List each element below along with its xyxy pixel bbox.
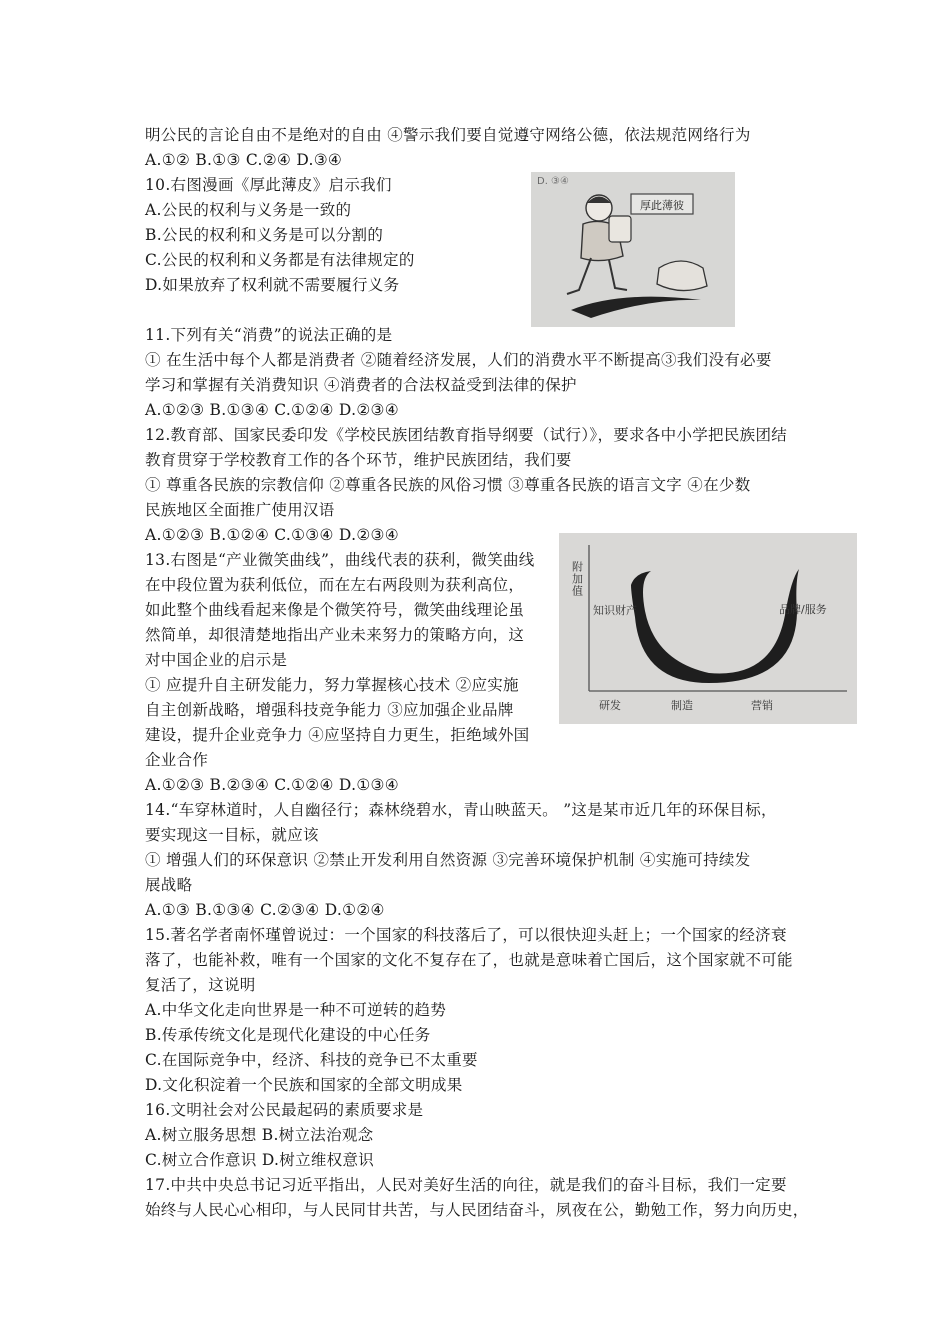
cartoon-corner-text: D. ③④ bbox=[537, 176, 569, 187]
question-11: 11.下列有关“消费”的说法正确的是 bbox=[145, 326, 393, 344]
question-17: 17.中共中央总书记习近平指出，人民对美好生活的向往，就是我们的奋斗目标，我们一定要 bbox=[145, 1176, 787, 1194]
option-c: C.公民的权利和义务都是有法律规定的 bbox=[145, 251, 415, 269]
answer-options: A.①②③ B.②③④ C.①②④ D.①③④ bbox=[145, 776, 399, 794]
question-10: 10.右图漫画《厚此薄皮》启示我们 bbox=[145, 176, 392, 194]
text-line: ① 尊重各民族的宗教信仰 ②尊重各民族的风俗习惯 ③尊重各民族的语言文字 ④在少数 bbox=[145, 476, 751, 494]
text-line: ① 应提升自主研发能力，努力掌握核心技术 ②应实施 bbox=[145, 676, 519, 694]
text-line: 明公民的言论自由不是绝对的自由 ④警示我们要自觉遵守网络公德，依法规范网络行为 bbox=[145, 126, 751, 144]
text-line: 要实现这一目标，就应该 bbox=[145, 826, 319, 844]
option-b: B.公民的权利和义务是可以分割的 bbox=[145, 226, 384, 244]
discarded-scroll bbox=[657, 261, 707, 291]
option-a: A.公民的权利与义务是一致的 bbox=[145, 201, 352, 219]
text-line: 然简单，却很清楚地指出产业未来努力的策略方向，这 bbox=[145, 626, 525, 644]
smile-curve-chart bbox=[559, 533, 857, 724]
option-c: C.在国际竞争中，经济、科技的竞争已不太重要 bbox=[145, 1051, 478, 1069]
option-d: D.文化积淀着一个民族和国家的全部文明成果 bbox=[145, 1076, 463, 1094]
smile-curve bbox=[631, 569, 799, 683]
text-line: 教育贯穿于学校教育工作的各个环节，维护民族团结，我们要 bbox=[145, 451, 572, 469]
text-line: A.树立服务思想 B.树立法治观念 bbox=[145, 1126, 374, 1144]
question-15: 15.著名学者南怀瑾曾说过：一个国家的科技落后了，可以很快迎头赶上；一个国家的经济衰 bbox=[145, 926, 787, 944]
cartoon-illustration bbox=[531, 172, 735, 327]
answer-options: A.①③ B.①③④ C.②③④ D.①②④ bbox=[145, 901, 385, 919]
bundle-of-rights bbox=[609, 216, 631, 242]
text-line: 自主创新战略，增强科技竞争能力 ③应加强企业品牌 bbox=[145, 701, 514, 719]
option-d: D.如果放弃了权利就不需要履行义务 bbox=[145, 276, 400, 294]
text-line: 对中国企业的启示是 bbox=[145, 651, 288, 669]
x-label-rnd: 研发 bbox=[599, 699, 621, 712]
x-label-manufacturing: 制造 bbox=[671, 699, 693, 712]
text-line: 学习和掌握有关消费知识 ④消费者的合法权益受到法律的保护 bbox=[145, 376, 577, 394]
text-line: 展战略 bbox=[145, 876, 193, 894]
text-line: ① 增强人们的环保意识 ②禁止开发利用自然资源 ③完善环境保护机制 ④实施可持续发 bbox=[145, 851, 751, 869]
smile-curve-figure bbox=[559, 533, 857, 724]
text-line: 落了，也能补救，唯有一个国家的文化不复存在了，也就是意味着亡国后，这个国家就不可能 bbox=[145, 951, 793, 969]
answer-options: A.①②③ B.①③④ C.①②④ D.②③④ bbox=[145, 401, 399, 419]
text-line: C.树立合作意识 D.树立维权意识 bbox=[145, 1151, 375, 1169]
text-line: 企业合作 bbox=[145, 751, 209, 769]
question-16: 16.文明社会对公民最起码的素质要求是 bbox=[145, 1101, 424, 1119]
cartoon-sign-text: 厚此薄彼 bbox=[640, 199, 684, 212]
option-b: B.传承传统文化是现代化建设的中心任务 bbox=[145, 1026, 431, 1044]
text-line: 如此整个曲线看起来像是个微笑符号，微笑曲线理论虽 bbox=[145, 601, 525, 619]
cartoon-figure bbox=[531, 172, 735, 327]
option-a: A.中华文化走向世界是一种不可逆转的趋势 bbox=[145, 1001, 447, 1019]
text-line: 始终与人民心心相印，与人民同甘共苦，与人民团结奋斗，夙夜在公，勤勉工作，努力向历史， bbox=[145, 1201, 809, 1219]
text-line: 民族地区全面推广使用汉语 bbox=[145, 501, 335, 519]
answer-options: A.①② B.①③ C.②④ D.③④ bbox=[145, 151, 343, 169]
answer-options: A.①②③ B.①②④ C.①③④ D.②③④ bbox=[145, 526, 399, 544]
y-axis-label: 附加值 bbox=[570, 561, 584, 597]
x-label-marketing: 营销 bbox=[751, 699, 773, 712]
text-line: 建设，提升企业竞争力 ④应坚持自力更生，拒绝域外国 bbox=[145, 726, 530, 744]
question-12: 12.教育部、国家民委印发《学校民族团结教育指导纲要（试行）》，要求各中小学把民族团结 bbox=[145, 426, 788, 444]
label-knowledge-property: 知识财产 bbox=[593, 604, 637, 617]
question-13: 13.右图是“产业微笑曲线”，曲线代表的获利，微笑曲线 bbox=[145, 551, 535, 569]
cartoon-swoosh bbox=[571, 297, 701, 318]
text-line: ① 在生活中每个人都是消费者 ②随着经济发展，人们的消费水平不断提高③我们没有必要 bbox=[145, 351, 772, 369]
text-line: 在中段位置为获利低位，而在左右两段则为获利高位， bbox=[145, 576, 525, 594]
question-14: 14.“车穿林道时，人自幽径行；森林绕碧水，青山映蓝天。 ”这是某市近几年的环保目标， bbox=[145, 801, 777, 819]
label-brand-service: 品牌/服务 bbox=[779, 603, 827, 616]
text-line: 复活了，这说明 bbox=[145, 976, 256, 994]
